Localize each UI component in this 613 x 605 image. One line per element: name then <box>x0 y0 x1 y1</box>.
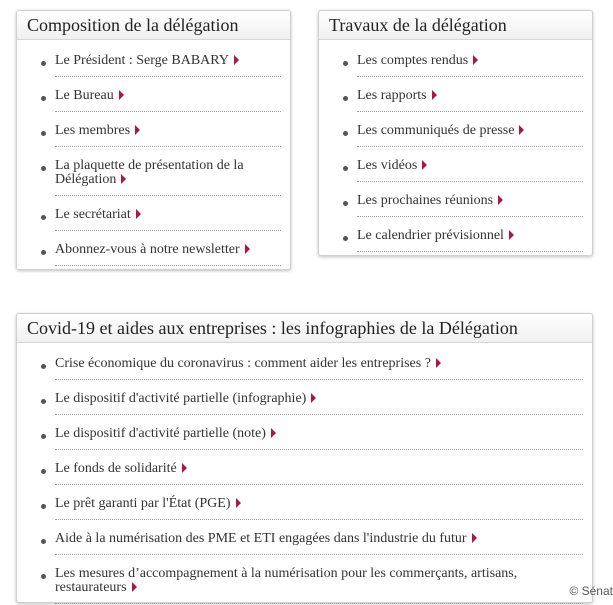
list-item <box>17 425 592 450</box>
list-item <box>17 206 290 231</box>
travaux-panel <box>318 10 593 256</box>
link-plaquette[interactable]: La plaquette de présentation de la Délégation <box>55 157 281 196</box>
chevron-right-icon <box>121 174 126 184</box>
link-rapports[interactable]: Les rapports <box>357 87 583 112</box>
chevron-right-icon <box>498 195 503 205</box>
link-fonds-solidarite[interactable]: Le fonds de solidarité <box>55 460 583 485</box>
link-newsletter[interactable]: Abonnez-vous à notre newsletter <box>55 241 281 266</box>
link-bureau[interactable]: Le Bureau <box>55 87 281 112</box>
list-item <box>17 495 592 520</box>
link-videos[interactable]: Les vidéos <box>357 157 583 182</box>
link-activite-partielle-note[interactable]: Le dispositif d'activité partielle (note) <box>55 425 583 450</box>
link-activite-partielle-infographie[interactable]: Le dispositif d'activité partielle (infographie) <box>55 390 583 415</box>
chevron-right-icon <box>432 90 437 100</box>
link-communiques[interactable]: Les communiqués de presse <box>357 122 583 147</box>
list-item <box>319 52 592 77</box>
list-item <box>319 227 592 252</box>
covid-panel <box>16 313 593 603</box>
chevron-right-icon <box>311 393 316 403</box>
link-pret-garanti[interactable]: Le prêt garanti par l'État (PGE) <box>55 495 583 520</box>
link-calendrier[interactable]: Le calendrier prévisionnel <box>357 227 583 252</box>
chevron-right-icon <box>234 55 239 65</box>
chevron-right-icon <box>136 209 141 219</box>
chevron-right-icon <box>519 125 524 135</box>
list-item <box>17 122 290 147</box>
link-membres[interactable]: Les membres <box>55 122 281 147</box>
list-item <box>17 390 592 415</box>
composition-link-list <box>17 40 290 266</box>
link-numerisation-pme[interactable]: Aide à la numérisation des PME et ETI engagées dans l'industrie du futur <box>55 530 583 555</box>
travaux-link-list <box>319 40 592 252</box>
chevron-right-icon <box>271 428 276 438</box>
chevron-right-icon <box>132 582 137 592</box>
chevron-right-icon <box>182 463 187 473</box>
list-item <box>319 122 592 147</box>
link-president[interactable]: Le Président : Serge BABARY <box>55 52 281 77</box>
list-item <box>17 460 592 485</box>
list-item <box>17 565 592 604</box>
copyright-watermark: © Sénat <box>569 584 613 598</box>
composition-panel-title: Composition de la délégation <box>17 11 290 40</box>
chevron-right-icon <box>135 125 140 135</box>
list-item <box>17 52 290 77</box>
chevron-right-icon <box>422 160 427 170</box>
link-secretariat[interactable]: Le secrétariat <box>55 206 281 231</box>
covid-link-list <box>17 343 592 604</box>
chevron-right-icon <box>119 90 124 100</box>
composition-panel <box>16 10 291 270</box>
list-item <box>319 192 592 217</box>
list-item <box>17 87 290 112</box>
list-item <box>17 157 290 196</box>
link-prochaines-reunions[interactable]: Les prochaines réunions <box>357 192 583 217</box>
link-mesures-numerisation[interactable]: Les mesures d’accompagnement à la numérisation pour les commerçants, artisans, restaurateurs <box>55 565 583 604</box>
link-crise-economique[interactable]: Crise économique du coronavirus : comment aider les entreprises ? <box>55 355 583 380</box>
list-item <box>17 530 592 555</box>
list-item <box>17 241 290 266</box>
link-comptes-rendus[interactable]: Les comptes rendus <box>357 52 583 77</box>
chevron-right-icon <box>473 55 478 65</box>
chevron-right-icon <box>472 533 477 543</box>
chevron-right-icon <box>509 230 514 240</box>
chevron-right-icon <box>436 358 441 368</box>
list-item <box>17 355 592 380</box>
list-item <box>319 157 592 182</box>
covid-panel-title: Covid-19 et aides aux entreprises : les infographies de la Délégation <box>17 314 592 343</box>
travaux-panel-title: Travaux de la délégation <box>319 11 592 40</box>
list-item <box>319 87 592 112</box>
chevron-right-icon <box>245 244 250 254</box>
chevron-right-icon <box>236 498 241 508</box>
